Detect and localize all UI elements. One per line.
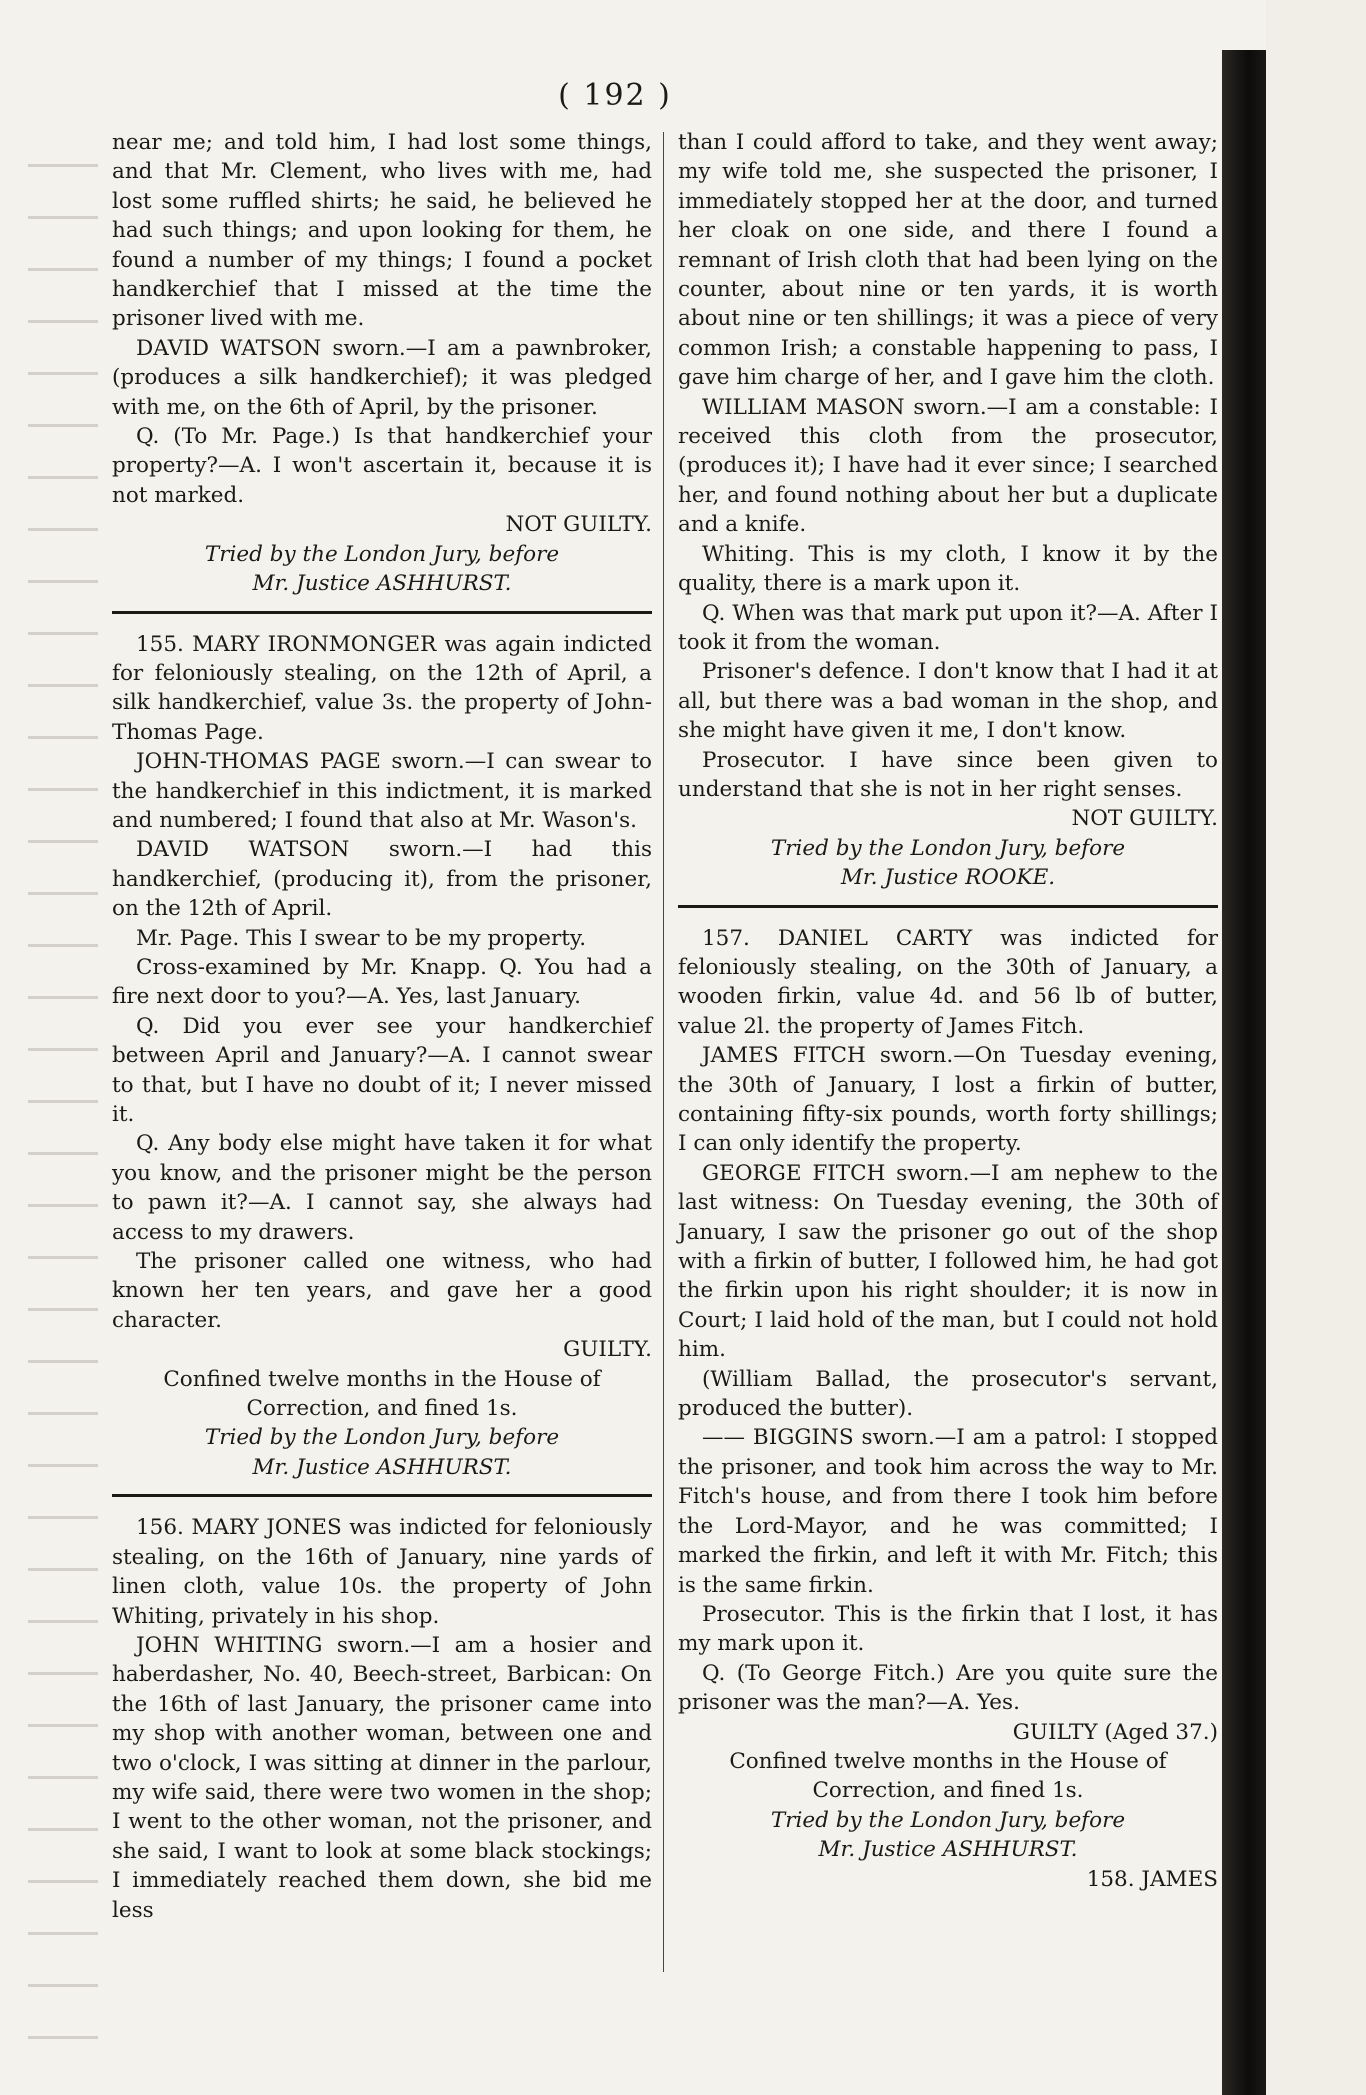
trial-attribution: Mr. Justice ASHHURST.: [818, 1837, 1078, 1863]
verdict: NOT GUILTY.: [505, 512, 652, 538]
trial-attribution: Tried by the London Jury, before: [770, 835, 1126, 861]
paragraph: (William Ballad, the prosecutor's servant, produced the butter).: [678, 1366, 1218, 1422]
paragraph: JOHN WHITING sworn.—I am a hosier and haberdasher, No. 40, Beech-street, Barbican: On the 16th of last January, the prisoner came into my shop with another woman, between one and two o'clock, I was sitting at dinner in the parlour, my wife said, there were two women in the shop; I went to the other woman, not the prisoner, and she said, I want to look at some black stockings; I immediately reached them down, she bid me less: [112, 1632, 652, 1923]
trial-attribution: Tried by the London Jury, before: [204, 541, 560, 567]
verdict: GUILTY.: [563, 1337, 652, 1363]
paragraph: Prosecutor. I have since been given to understand that she is not in her right senses.: [678, 747, 1218, 802]
paragraph: JAMES FITCH sworn.—On Tuesday evening, the 30th of January, I lost a firkin of butter, containing fifty-six pounds, worth forty shillings; I can only identify the property.: [678, 1043, 1218, 1157]
column-divider: [663, 132, 664, 1972]
paragraph: Q. (To George Fitch.) Are you quite sure the prisoner was the man?—A. Yes.: [678, 1660, 1218, 1716]
paragraph: DAVID WATSON sworn.—I am a pawnbroker, (produces a silk handkerchief); it was pledged with me, on the 6th of April, by the prisoner.: [112, 335, 652, 420]
paragraph: GEORGE FITCH sworn.—I am nephew to the last witness: On Tuesday evening, the 30th of January, I saw the prisoner go out of the shop with a firkin of butter, I followed him, he had got the firkin upon his right shoulder; it is now in Court; I laid hold of the man, but I could not hold him.: [678, 1160, 1218, 1363]
trial-attribution: Mr. Justice ASHHURST.: [252, 1454, 512, 1480]
section-rule: [112, 611, 652, 614]
trial-attribution: Mr. Justice ROOKE.: [840, 865, 1056, 891]
binding-margin: [28, 140, 98, 2040]
paragraph: JOHN-THOMAS PAGE sworn.—I can swear to the handkerchief in this indictment, it is marked and numbered; I found that also at Mr. Wason's.: [112, 749, 652, 833]
paragraph: Q. Did you ever see your handkerchief between April and January?—A. I cannot swear to that, but I have no doubt of it; I never missed it.: [112, 1013, 652, 1127]
paragraph: The prisoner called one witness, who had known her ten years, and gave her a good character.: [112, 1249, 652, 1333]
paragraph: DAVID WATSON sworn.—I had this handkerchief, (producing it), from the prisoner, on the 12th of April.: [112, 837, 652, 922]
paragraph: —— BIGGINS sworn.—I am a patrol: I stopped the prisoner, and took him across the way to Mr. Fitch's house, and from there I took him before the Lord-Mayor, and he was committed; I marked the firkin, and left it with Mr. Fitch; this is the same firkin.: [678, 1425, 1218, 1598]
paragraph: Mr. Page. This I swear to be my property.: [136, 925, 587, 951]
paragraph: Prisoner's defence. I don't know that I had it at all, but there was a bad woman in the shop, and she might have given it me, I don't know.: [678, 659, 1218, 744]
verdict: 158. JAMES: [1086, 1866, 1218, 1892]
paragraph: Prosecutor. This is the firkin that I lost, it has my mark upon it.: [678, 1601, 1218, 1657]
verdict: NOT GUILTY.: [1071, 806, 1218, 832]
paragraph: WILLIAM MASON sworn.—I am a constable: I received this cloth from the prosecutor, (produces it); I have had it ever since; I searched her, and found nothing about her but a duplicate and a knife.: [678, 394, 1218, 538]
paragraph: 157. DANIEL CARTY was indicted for feloniously stealing, on the 30th of January, a wooden firkin, value 4d. and 56 lb of butter, value 2l. the property of James Fitch.: [678, 925, 1218, 1039]
paragraph: Q. When was that mark put upon it?—A. After I took it from the woman.: [678, 600, 1218, 655]
trial-attribution: Tried by the London Jury, before: [204, 1425, 560, 1451]
paragraph: Cross-examined by Mr. Knapp. Q. You had a fire next door to you?—A. Yes, last January.: [112, 954, 652, 1010]
verdict: GUILTY (Aged 37.): [1012, 1719, 1218, 1745]
right-column: [678, 128, 1218, 1894]
section-rule: [678, 905, 1218, 908]
paragraph: 156. MARY JONES was indicted for feloniously stealing, on the 16th of January, nine yards of linen cloth, value 10s. the property of John Whiting, privately in his shop.: [112, 1515, 652, 1629]
paragraph: Whiting. This is my cloth, I know it by the quality, there is a mark upon it.: [678, 541, 1218, 597]
paragraph: 155. MARY IRONMONGER was again indicted for feloniously stealing, on the 12th of April, a silk handkerchief, value 3s. the property of John-Thomas Page.: [112, 631, 652, 745]
left-column: [112, 128, 652, 1925]
page-number: ( 192 ): [558, 78, 672, 113]
section-rule: [112, 1494, 652, 1497]
paragraph: Q. (To Mr. Page.) Is that handkerchief your property?—A. I won't ascertain it, because it is not marked.: [112, 424, 652, 508]
paragraph: than I could afford to take, and they went away; my wife told me, she suspected the prisoner, I immediately stopped her at the door, and turned her cloak on one side, and there I found a remnant of Irish cloth that had been lying on the counter, about nine or ten yards, it is worth about nine or ten shillings; it was a piece of very common Irish; a constable happening to pass, I gave him charge of her, and I gave him the cloth.: [678, 130, 1218, 391]
paragraph: Confined twelve months in the House of Correction, and fined 1s.: [729, 1748, 1167, 1804]
trial-attribution: Mr. Justice ASHHURST.: [252, 571, 512, 597]
paragraph: Confined twelve months in the House of Correction, and fined 1s.: [163, 1366, 601, 1422]
adjacent-page-fragment: [1266, 0, 1366, 2095]
paragraph: near me; and told him, I had lost some things, and that Mr. Clement, who lives with me, had lost some ruffled shirts; he said, he believed he had such things; and upon looking for them, he found a number of my things; I found a pocket handkerchief that I missed at the time the prisoner lived with me.: [112, 130, 652, 332]
page-edge-shadow: [1222, 50, 1266, 2095]
paragraph: Q. Any body else might have taken it for what you know, and the prisoner might be the person to pawn it?—A. I cannot say, she always had access to my drawers.: [112, 1131, 652, 1245]
trial-attribution: Tried by the London Jury, before: [770, 1807, 1126, 1833]
